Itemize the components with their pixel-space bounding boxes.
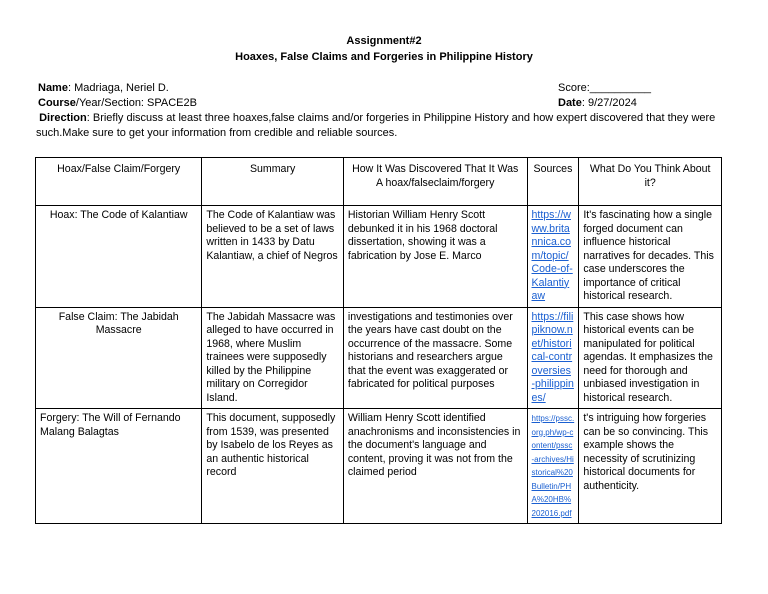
row-item: Hoax: The Code of Kalantiaw (36, 206, 202, 308)
course-value: /Year/Section: SPACE2B (75, 97, 197, 109)
direction-text: : Briefly discuss at least three hoaxes,false claims and/or forgeries in Philippine History and how expert discovered that they were such.Make sure to get your information from credible and reliable sources. (36, 112, 716, 139)
row-opinion: This case shows how historical events can be manipulated for political agendas. It emphasizes the need for thorough and unbiased investigation in historical research. (579, 307, 722, 409)
header-summary: Summary (202, 158, 344, 206)
row-discovery: investigations and testimonies over the years have cast doubt on the occurrence of the massacre. Some historians and researchers argue that the event was exaggerated or fabricated for political purposes (343, 307, 527, 409)
source-link[interactable]: https://pssc.org.ph/wp-content/pssc-archives/Historical%20Bulletin/PHA%20HB%202016.pdf (531, 414, 575, 518)
row-summary: The Jabidah Massacre was alleged to have occurred in 1968, where Muslim trainees were supposedly killed by the Philippine military on Corregidor Island. (202, 307, 344, 409)
row-opinion: It's fascinating how a single forged document can influence historical narratives for decades. This case underscores the importance of critical historical research. (579, 206, 722, 308)
direction-paragraph (36, 111, 716, 141)
date-field (558, 97, 637, 109)
row-source-cell (527, 409, 579, 524)
header-opinion: What Do You Think About it? (579, 158, 722, 206)
source-link[interactable]: https://www.britannica.com/topic/Code-of-Kalantiyaw (531, 209, 573, 302)
row-discovery: Historian William Henry Scott debunked it in his 1968 doctoral dissertation, showing it was a fabrication by Jose E. Marco (343, 206, 527, 308)
row-item: False Claim: The Jabidah Massacre (36, 307, 202, 409)
header-discovery: How It Was Discovered That It Was A hoax/falseclaim/forgery (343, 158, 527, 206)
row-source-cell (527, 206, 579, 308)
header-item: Hoax/False Claim/Forgery (36, 158, 202, 206)
row-source-cell (527, 307, 579, 409)
row-opinion: t's intriguing how forgeries can be so convincing. This example shows the necessity of scrutinizing historical documents for authenticity. (579, 409, 722, 524)
row-item: Forgery: The Will of Fernando Malang Balagtas (36, 409, 202, 524)
score-field: Score:__________ (558, 82, 651, 94)
assignment-subtitle: Hoaxes, False Claims and Forgeries in Philippine History (235, 51, 533, 63)
name-label: Name (38, 82, 68, 94)
table-row (36, 206, 722, 308)
student-name (38, 82, 169, 94)
date-value: : 9/27/2024 (581, 97, 637, 109)
row-summary: The Code of Kalantiaw was believed to be a set of laws written in 1433 by Datu Kalantiaw, a chief of Negros (202, 206, 344, 308)
date-label: Date (558, 97, 582, 109)
source-link[interactable]: https://filipiknow.net/historical-controversies-philippines/ (531, 310, 574, 404)
table-row (36, 409, 722, 524)
header-sources: Sources (527, 158, 579, 206)
student-course (38, 97, 197, 109)
hoax-table (35, 157, 722, 524)
course-label: Course (38, 97, 76, 109)
name-value: : Madriaga, Neriel D. (67, 82, 169, 94)
assignment-title: Assignment#2 (346, 35, 422, 47)
row-discovery: William Henry Scott identified anachronisms and inconsistencies in the document's language and content, proving it was not from the claimed period (343, 409, 527, 524)
row-summary: This document, supposedly from 1539, was presented by Isabelo de los Reyes as an authentic historical record (202, 409, 344, 524)
table-header-row (36, 158, 722, 206)
table-row (36, 307, 722, 409)
direction-label: Direction (39, 112, 87, 124)
